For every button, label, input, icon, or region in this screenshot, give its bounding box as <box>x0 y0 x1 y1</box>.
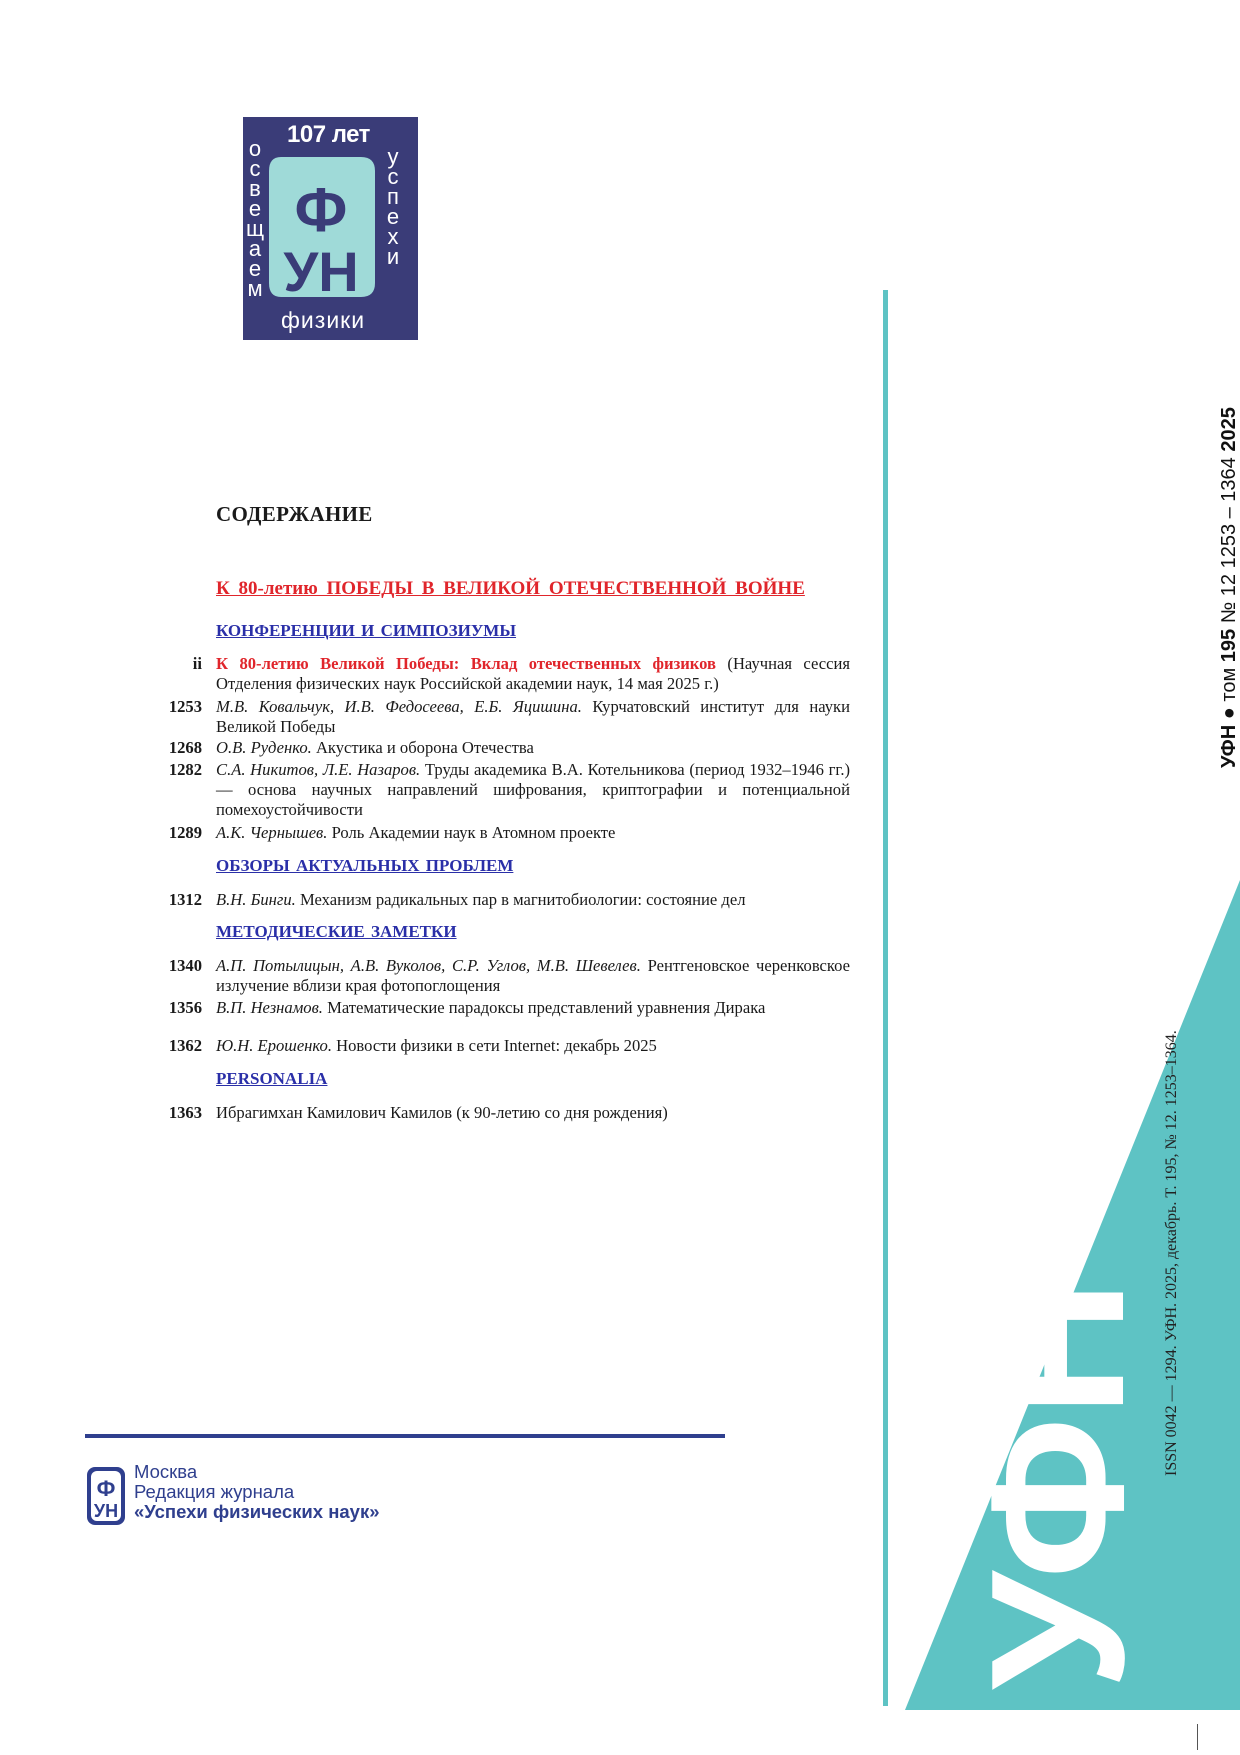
entry-title: Роль Академии наук в Атомном проекте <box>327 823 616 842</box>
toc-entry[interactable] <box>160 760 850 820</box>
entry-title: Новости физики в сети Internet: декабрь 2025 <box>332 1036 657 1055</box>
entry-authors: О.В. Руденко. <box>216 738 312 757</box>
svg-text:УН: УН <box>283 240 359 301</box>
entry-authors: В.Н. Бинги. <box>216 890 296 909</box>
spine-num-sign: № <box>1218 601 1240 624</box>
category-conferences[interactable]: КОНФЕРЕНЦИИ И СИМПОЗИУМЫ <box>216 621 517 640</box>
entry-page: ii <box>192 654 202 673</box>
entry-authors: Ю.Н. Ерошенко. <box>216 1036 332 1055</box>
spine-vol-word: том <box>1218 667 1240 702</box>
toc-entry[interactable] <box>160 998 850 1018</box>
entry-title: Механизм радикальных пар в магнитобиологии: состояние дел <box>295 890 746 909</box>
toc-entry[interactable] <box>160 823 850 843</box>
publisher-name: «Успехи физических наук» <box>134 1501 380 1522</box>
spine-number: 12 <box>1218 573 1240 597</box>
entry-title: Рентгеновское черенковское излучение вблизи края фотопоглощения <box>216 956 851 995</box>
svg-text:Ф: Ф <box>96 1476 116 1501</box>
journal-logo <box>243 117 418 340</box>
toc-entry[interactable] <box>160 738 850 758</box>
entry-page: 1268 <box>168 738 202 757</box>
entry-authors: М.В. Ковальчук, И.В. Федосеева, Е.Б. Яцишина. <box>216 697 582 716</box>
entry-authors: В.П. Незнамов. <box>216 998 323 1017</box>
citation-line: ISSN 0042 — 1294. УФН. 2025, декабрь. Т. 195, № 12. 1253–1364. <box>1163 1030 1180 1476</box>
toc-entry[interactable] <box>160 1036 850 1056</box>
edge-tick <box>1197 1724 1198 1750</box>
entry-title: Труды академика В.А. Котельникова (период 1932–1946 гг.) — основа научных направлений шифрования, криптографии и потенциальной помехоустойчивости <box>216 760 850 819</box>
ufn-small-logo-icon <box>86 1466 126 1526</box>
toc-entry[interactable] <box>160 890 850 910</box>
entry-authors: С.А. Никитов, Л.Е. Назаров. <box>216 760 421 779</box>
spine-pages: 1253 – 1364 <box>1218 457 1240 569</box>
bullet-icon: ● <box>1218 707 1240 720</box>
spine-year: 2025 <box>1218 407 1240 452</box>
publisher-city: Москва <box>134 1461 198 1482</box>
spine-text <box>1218 407 1240 768</box>
entry-page: 1289 <box>168 823 202 842</box>
entry-page: 1312 <box>168 890 202 909</box>
entry-page: 1282 <box>168 760 202 779</box>
svg-text:УФН: УФН <box>952 1279 1164 1690</box>
logo-years: 107 лет <box>287 121 370 148</box>
footer-divider <box>85 1434 725 1438</box>
entry-authors: А.П. Потылицын, А.В. Вуколов, С.Р. Углов, М.В. Шевелев. <box>216 956 641 975</box>
entry-page: 1363 <box>168 1103 202 1122</box>
category-personalia[interactable]: PERSONALIA <box>216 1069 328 1088</box>
entry-page: 1362 <box>168 1036 202 1055</box>
entry-page: 1340 <box>168 956 202 975</box>
toc-heading: СОДЕРЖАНИЕ <box>216 502 373 526</box>
svg-text:УН: УН <box>93 1501 119 1521</box>
logo-right-word: у с п е х и <box>386 144 400 269</box>
entry-page: 1253 <box>168 697 202 716</box>
spine-volume: 195 <box>1218 628 1240 663</box>
logo-bottom-word: физики <box>281 307 366 333</box>
entry-title: Математические парадоксы представлений уравнения Дирака <box>322 998 766 1017</box>
publisher-line: Редакция журнала <box>134 1481 295 1502</box>
publisher-block <box>134 1462 380 1522</box>
toc-entry[interactable] <box>160 654 850 694</box>
entry-title: Курчатовский институт для науки Великой Победы <box>216 697 851 736</box>
category-reviews[interactable]: ОБЗОРЫ АКТУАЛЬНЫХ ПРОБЛЕМ <box>216 856 514 875</box>
toc-entry[interactable] <box>160 1103 850 1123</box>
entry-highlight-title[interactable]: К 80-летию Великой Победы: Вклад отечественных физиков <box>216 654 716 673</box>
category-methodical[interactable]: МЕТОДИЧЕСКИЕ ЗАМЕТКИ <box>216 922 457 941</box>
main-section-title[interactable]: К 80-летию ПОБЕДЫ В ВЕЛИКОЙ ОТЕЧЕСТВЕННОЙ ВОЙНЕ <box>216 578 805 599</box>
logo-left-word: о с в е щ а е м <box>245 136 265 301</box>
svg-text:Ф: Ф <box>294 176 348 245</box>
entry-title: Ибрагимхан Камилович Камилов (к 90-летию со дня рождения) <box>216 1103 668 1122</box>
ufn-mark-icon <box>263 151 379 301</box>
entry-authors: А.К. Чернышев. <box>216 823 328 842</box>
entry-title: (Научная сессия Отделения физических наук Российской академии наук, 14 мая 2025 г.) <box>216 654 850 693</box>
spine-journal: УФН <box>1218 724 1240 768</box>
entry-page: 1356 <box>168 998 202 1017</box>
toc-entry[interactable] <box>160 697 850 737</box>
ufn-big-mark-icon <box>885 880 1240 1710</box>
toc-entry[interactable] <box>160 956 850 996</box>
entry-title: Акустика и оборона Отечества <box>311 738 534 757</box>
